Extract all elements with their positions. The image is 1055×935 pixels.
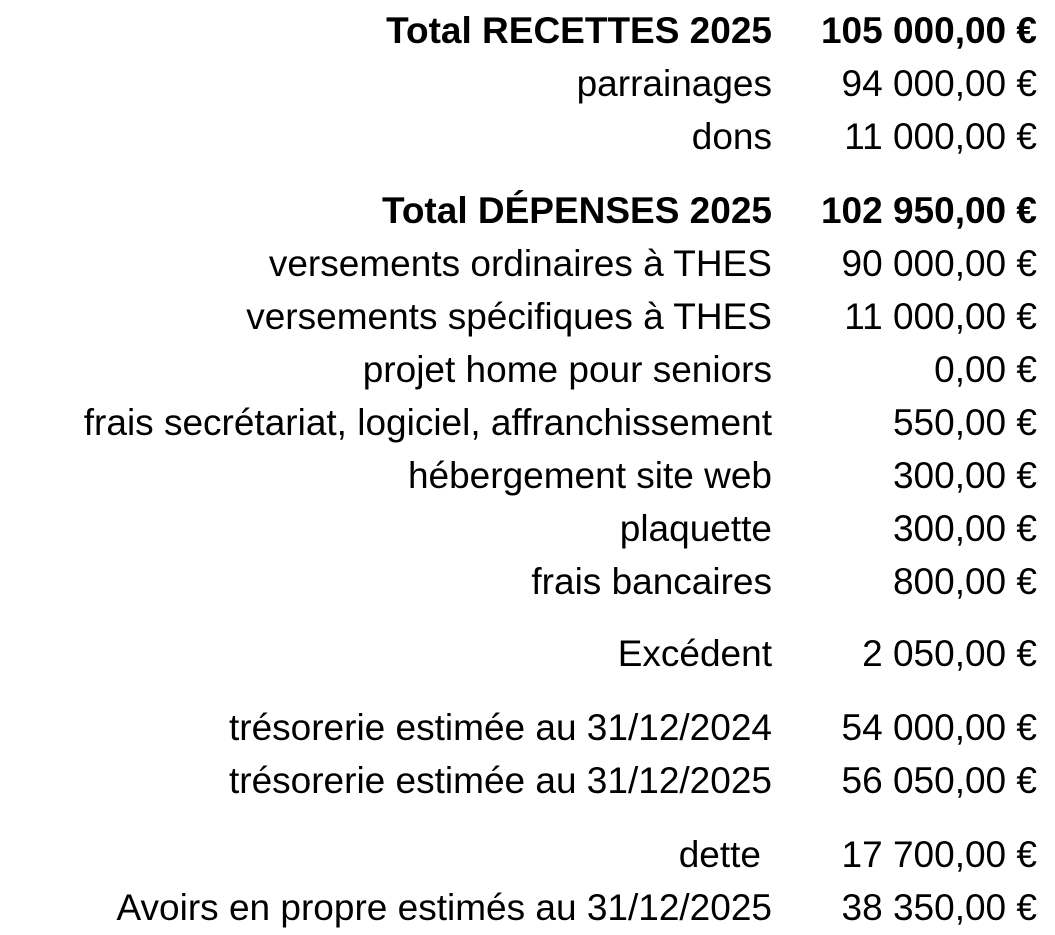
tresorerie-amount: 54 000,00 € [841,707,1037,748]
total-recettes-row [0,8,1055,54]
recette-amount: 94 000,00 € [841,63,1037,104]
recette-row-dons [0,114,1055,160]
depense-amount: 0,00 € [934,349,1037,390]
total-recettes-label: Total RECETTES 2025 [386,10,772,51]
depense-amount: 300,00 € [892,455,1037,496]
depense-label: projet home pour seniors [362,349,772,390]
depense-row-versements-specifiques [0,294,1055,340]
total-depenses-row [0,188,1055,234]
total-recettes-amount: 105 000,00 € [820,10,1037,51]
depense-label: versements ordinaires à THES [268,243,772,284]
dette-row [0,832,1055,878]
depense-row-hebergement [0,453,1055,499]
depense-amount: 11 000,00 € [844,296,1037,337]
depense-amount: 800,00 € [892,561,1037,602]
dette-amount: 17 700,00 € [841,834,1037,875]
excedent-amount: 2 050,00 € [862,633,1037,674]
depense-row-frais-secretariat [0,400,1055,446]
depense-label: frais secrétariat, logiciel, affranchissement [83,402,772,443]
tresorerie-label: trésorerie estimée au 31/12/2025 [228,760,772,801]
depense-amount: 90 000,00 € [841,243,1037,284]
depense-label: versements spécifiques à THES [246,296,772,337]
recette-row-parrainages [0,61,1055,107]
excedent-label: Excédent [617,633,772,674]
recette-label: parrainages [576,63,772,104]
depense-row-frais-bancaires [0,559,1055,605]
depense-label: frais bancaires [531,561,772,602]
depense-label: hébergement site web [407,455,772,496]
avoirs-row [0,885,1055,931]
depense-row-versements-ordinaires [0,241,1055,287]
avoirs-label: Avoirs en propre estimés au 31/12/2025 [116,887,772,928]
tresorerie-label: trésorerie estimée au 31/12/2024 [228,707,772,748]
depense-label: plaquette [619,508,772,549]
total-depenses-label: Total DÉPENSES 2025 [381,190,772,231]
recette-amount: 11 000,00 € [844,116,1037,157]
recette-label: dons [691,116,772,157]
tresorerie-row-2024 [0,705,1055,751]
depense-row-plaquette [0,506,1055,552]
tresorerie-amount: 56 050,00 € [841,760,1037,801]
tresorerie-row-2025 [0,758,1055,804]
depense-amount: 300,00 € [892,508,1037,549]
depense-amount: 550,00 € [892,402,1037,443]
avoirs-amount: 38 350,00 € [841,887,1037,928]
excedent-row [0,631,1055,677]
dette-label: dette [678,834,761,875]
depense-row-projet-home [0,347,1055,393]
total-depenses-amount: 102 950,00 € [820,190,1037,231]
